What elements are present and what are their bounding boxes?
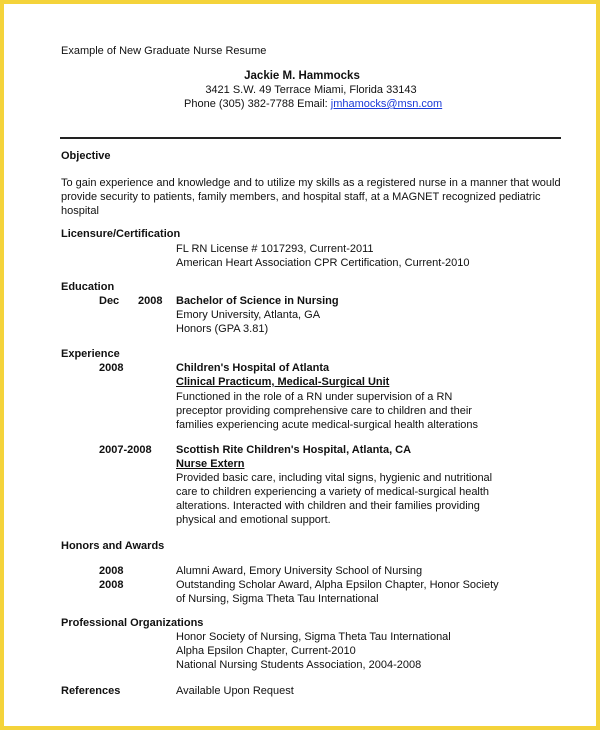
experience-role: Clinical Practicum, Medical-Surgical Unit [176,376,390,388]
document-title: Example of New Graduate Nurse Resume [61,45,267,57]
references-heading: References [61,685,121,697]
honors-item: Outstanding Scholar Award, Alpha Epsilon Chapter, Honor Society [176,579,499,591]
licensure-item: American Heart Association CPR Certification, Current-2010 [176,257,470,269]
experience-date: 2008 [99,362,124,374]
education-month: Dec [99,295,120,307]
experience-date: 2007-2008 [99,444,152,456]
email-link[interactable]: jmhamocks@msn.com [330,98,443,110]
objective-line: To gain experience and knowledge and to utilize my skills as a registered nurse in a manner that would [61,177,561,189]
organization-item: Alpha Epsilon Chapter, Current-2010 [176,645,356,657]
experience-line: families experiencing acute medical-surgical health alterations [176,419,479,431]
objective-line: hospital [61,205,99,217]
organization-item: National Nursing Students Association, 2004-2008 [176,659,422,671]
experience-line: care to children experiencing a variety of medical-surgical health [176,486,490,498]
honors-date: 2008 [99,565,124,577]
applicant-address: 3421 S.W. 49 Terrace Miami, Florida 33143 [205,84,417,96]
contact-line [184,97,442,111]
resume-page [4,4,596,726]
objective-line: provide security to patients, family members, and hospital staff, at a MAGNET recognized pediatric [61,191,541,203]
organizations-heading: Professional Organizations [61,617,204,629]
experience-heading: Experience [61,348,120,360]
objective-heading: Objective [61,150,111,162]
references-text: Available Upon Request [176,685,294,697]
experience-line: Provided basic care, including vital signs, hygienic and nutritional [176,472,493,484]
education-heading: Education [61,281,115,293]
licensure-item: FL RN License # 1017293, Current-2011 [176,243,374,255]
honors-heading: Honors and Awards [61,540,165,552]
applicant-name: Jackie M. Hammocks [244,70,360,82]
education-degree: Bachelor of Science in Nursing [176,295,339,307]
education-honors: Honors (GPA 3.81) [176,323,269,335]
experience-line: preceptor providing comprehensive care to children and their [176,405,472,417]
experience-line: Functioned in the role of a RN under supervision of a RN [176,391,453,403]
experience-employer: Children's Hospital of Atlanta [176,362,330,374]
education-year: 2008 [138,295,163,307]
honors-item: of Nursing, Sigma Theta Tau International [176,593,379,605]
experience-employer: Scottish Rite Children's Hospital, Atlanta, CA [176,444,412,456]
experience-line: physical and emotional support. [176,514,331,526]
experience-line: alterations. Interacted with children and their families providing [176,500,480,512]
licensure-heading: Licensure/Certification [61,228,181,240]
organization-item: Honor Society of Nursing, Sigma Theta Tau International [176,631,451,643]
honors-date: 2008 [99,579,124,591]
honors-item: Alumni Award, Emory University School of Nursing [176,565,423,577]
experience-role: Nurse Extern [176,458,245,470]
contact-prefix: Phone (305) 382-7788 Email: [184,98,331,110]
header-divider [60,137,561,139]
education-school: Emory University, Atlanta, GA [176,309,321,321]
